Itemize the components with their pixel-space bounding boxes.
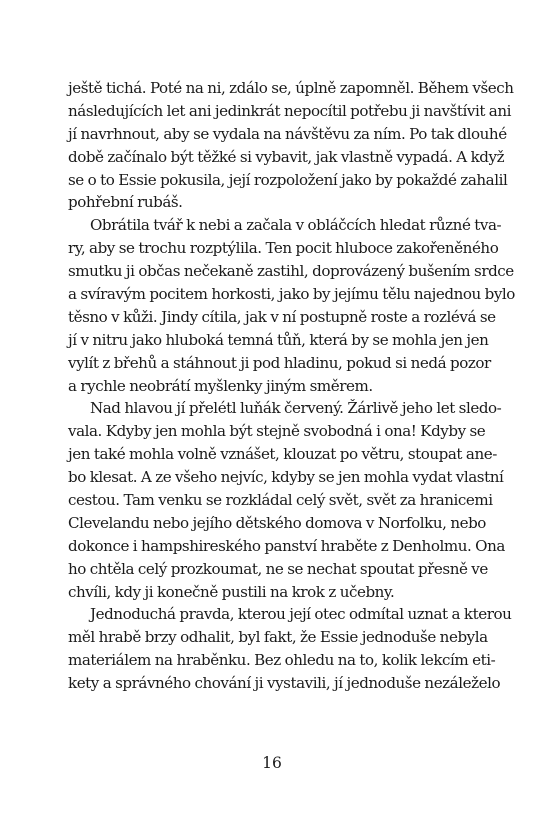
text-line: ho chtěla celý prozkoumat, ne se nechat spoutat přesně ve (68, 559, 488, 578)
text-line: se o to Essie pokusila, její rozpoložení jako by pokaždé zahalil (68, 170, 508, 189)
text-line: následujících let ani jedinkrát nepocítil potřebu ji navštívit ani (68, 101, 511, 120)
page-text-block (68, 77, 515, 695)
text-line: dokonce i hampshireského panství hraběte z Denholmu. Ona (68, 536, 505, 555)
text-line: měl hrabě brzy odhalit, byl fakt, že Essie jednoduše nebyla (68, 628, 488, 647)
text-line: a svíravým pocitem horkosti, jako by jejímu tělu najednou bylo (68, 285, 515, 304)
text-line: a rychle neobrátí myšlenky jiným směrem. (68, 376, 373, 395)
text-line: těsno v kůži. Jindy cítila, jak v ní postupně roste a rozlévá se (68, 307, 496, 326)
text-line: vala. Kdyby jen mohla být stejně svobodná i ona! Kdyby se (68, 422, 486, 441)
text-line: bo klesat. A ze všeho nejvíc, kdyby se jen mohla vydat vlastní (68, 468, 504, 487)
text-line: jí v nitru jako hluboká temná tůň, která by se mohla jen jen (68, 330, 489, 349)
text-line: jí navrhnout, aby se vydala na návštěvu za ním. Po tak dlouhé (68, 124, 507, 143)
text-line: chvíli, kdy ji konečně pustili na krok z učebny. (68, 582, 395, 601)
text-line: pohřební rubáš. (68, 193, 183, 212)
text-line: ry, aby se trochu rozptýlila. Ten pocit hluboce zakořeněného (68, 239, 499, 258)
text-line: ještě tichá. Poté na ni, zdálo se, úplně zapomněl. Během všech (68, 79, 514, 97)
text-line: cestou. Tam venku se rozkládal celý svět, svět za hranicemi (68, 491, 493, 510)
text-line: smutku ji občas nečekaně zastihl, doprovázený bušením srdce (68, 262, 514, 281)
text-line: Nad hlavou jí přelétl luňák červený. Žárlivě jeho let sledo- (90, 399, 502, 418)
text-line: vylít z břehů a stáhnout ji pod hladinu, pokud si nedá pozor (68, 353, 491, 372)
text-line: době začínalo být těžké si vybavit, jak vlastně vypadá. A když (68, 147, 505, 166)
text-line: Jednoduchá pravda, kterou její otec odmítal uznat a kterou (90, 605, 512, 624)
text-line: kety a správného chování ji vystavili, jí jednoduše nezáleželo (68, 674, 501, 693)
text-line: Obrátila tvář k nebi a začala v obláčcích hledat různé tva- (90, 216, 502, 235)
text-line: Clevelandu nebo jejího dětského domova v Norfolku, nebo (68, 513, 486, 532)
page-number: 16 (262, 754, 282, 772)
text-line: materiálem na hraběnku. Bez ohledu na to, kolik lekcím eti- (68, 651, 496, 670)
text-line: jen také mohla volně vznášet, klouzat po větru, stoupat ane- (68, 445, 497, 464)
